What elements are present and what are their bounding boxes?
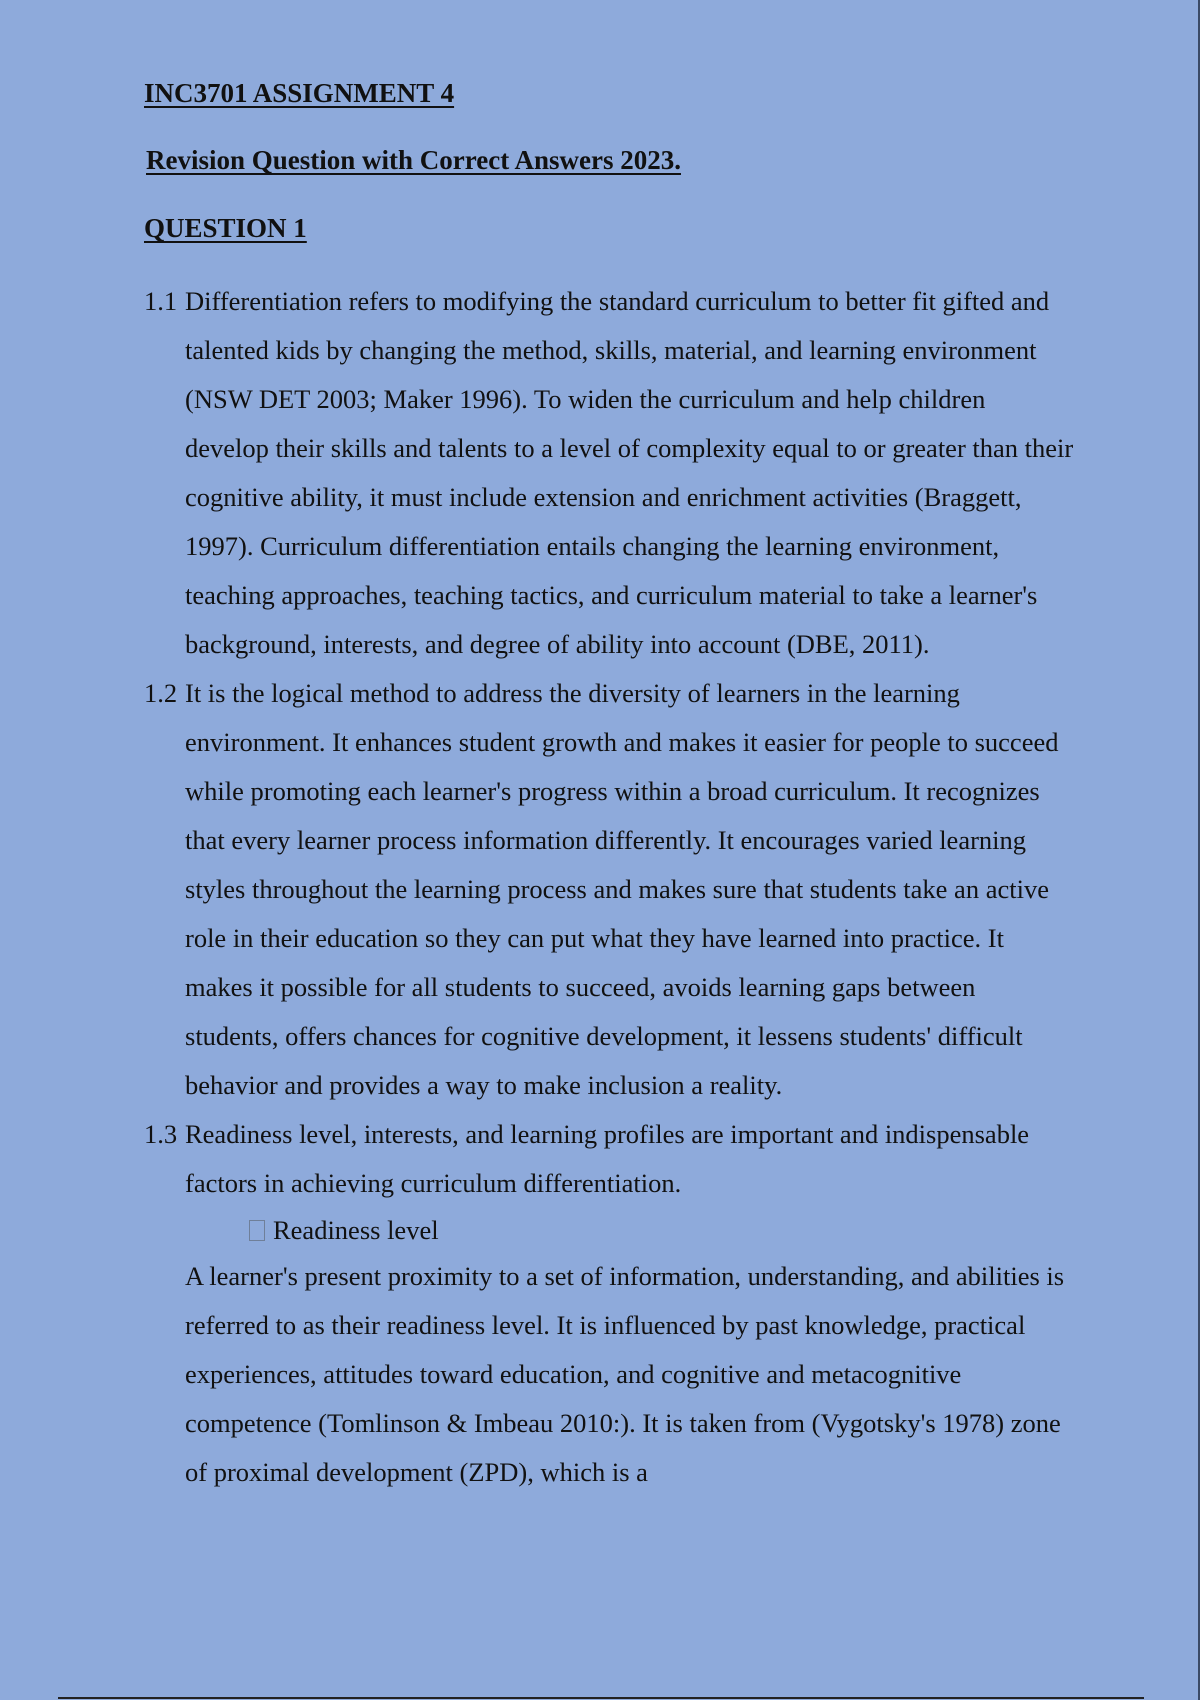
bullet-item [185, 1208, 1074, 1252]
bullet-text: A learner's present proximity to a set of information, understanding, and abilities is referred to as their readiness level. It is influenced by past knowledge, practical experiences, attitudes toward education, and cognitive and metacognitive competence (Tomlinson & Imbeau 2010:). It is taken from (Vygotsky's 1978) zone of proximal development (ZPD), which is a [185, 1261, 1065, 1487]
bullet-label: Readiness level [273, 1215, 439, 1245]
answer-item [144, 277, 1074, 669]
answer-number: 1.1 [144, 286, 178, 316]
answers-body [144, 277, 1074, 1497]
answer-item [144, 1110, 1074, 1497]
document-title: INC3701 ASSIGNMENT 4 [144, 78, 455, 108]
footer-rule [58, 1697, 1144, 1699]
answer-item [144, 669, 1074, 1110]
checkbox-bullet-icon [249, 1220, 265, 1241]
document-subtitle: Revision Question with Correct Answers 2023. [146, 145, 681, 175]
answer-number: 1.2 [144, 678, 178, 708]
answer-text: Readiness level, interests, and learning profiles are important and indispensable factors in achieving curriculum differentiation. [185, 1119, 1030, 1198]
question-heading: QUESTION 1 [144, 213, 307, 243]
answer-number: 1.3 [144, 1119, 178, 1149]
answer-text: Differentiation refers to modifying the standard curriculum to better fit gifted and talented kids by changing the method, skills, material, and learning environment (NSW DET 2003; Maker 1996). To widen the curriculum and help children develop their skills and talents to a level of complexity equal to or greater than their cognitive ability, it must include extension and enrichment activities (Braggett, 1997). Curriculum differentiation entails changing the learning environment, teaching approaches, teaching tactics, and curriculum material to take a learner's background, interests, and degree of ability into account (DBE, 2011). [185, 286, 1074, 659]
answer-text: It is the logical method to address the diversity of learners in the learning environment. It enhances student growth and makes it easier for people to succeed while promoting each learner's progress within a broad curriculum. It recognizes that every learner process information differently. It encourages varied learning styles throughout the learning process and makes sure that students take an active role in their education so they can put what they have learned into practice. It makes it possible for all students to succeed, avoids learning gaps between students, offers chances for cognitive development, it lessens students' difficult behavior and provides a way to make inclusion a reality. [185, 678, 1059, 1100]
